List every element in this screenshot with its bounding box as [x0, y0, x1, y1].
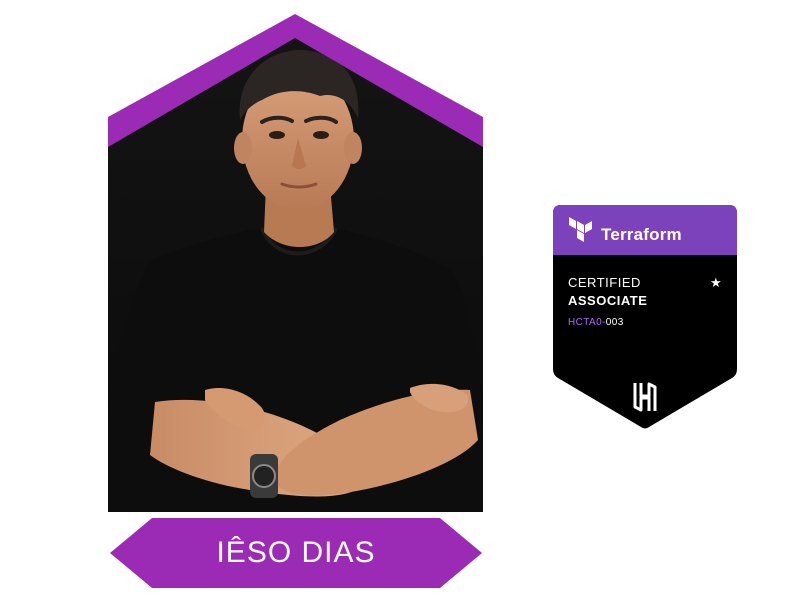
badge-level-label: ASSOCIATE — [568, 293, 648, 308]
badge-exam-code — [568, 317, 624, 328]
star-icon: ★ — [710, 275, 722, 290]
badge-certified-label: CERTIFIED — [568, 275, 641, 290]
badge-code-prefix: HCTA0- — [568, 317, 606, 328]
person-name: IÊSO DIAS — [216, 536, 376, 569]
badge-brand: Terraform — [601, 225, 682, 244]
badge-code-suffix: 003 — [605, 317, 624, 328]
terraform-certification-badge — [553, 205, 737, 435]
